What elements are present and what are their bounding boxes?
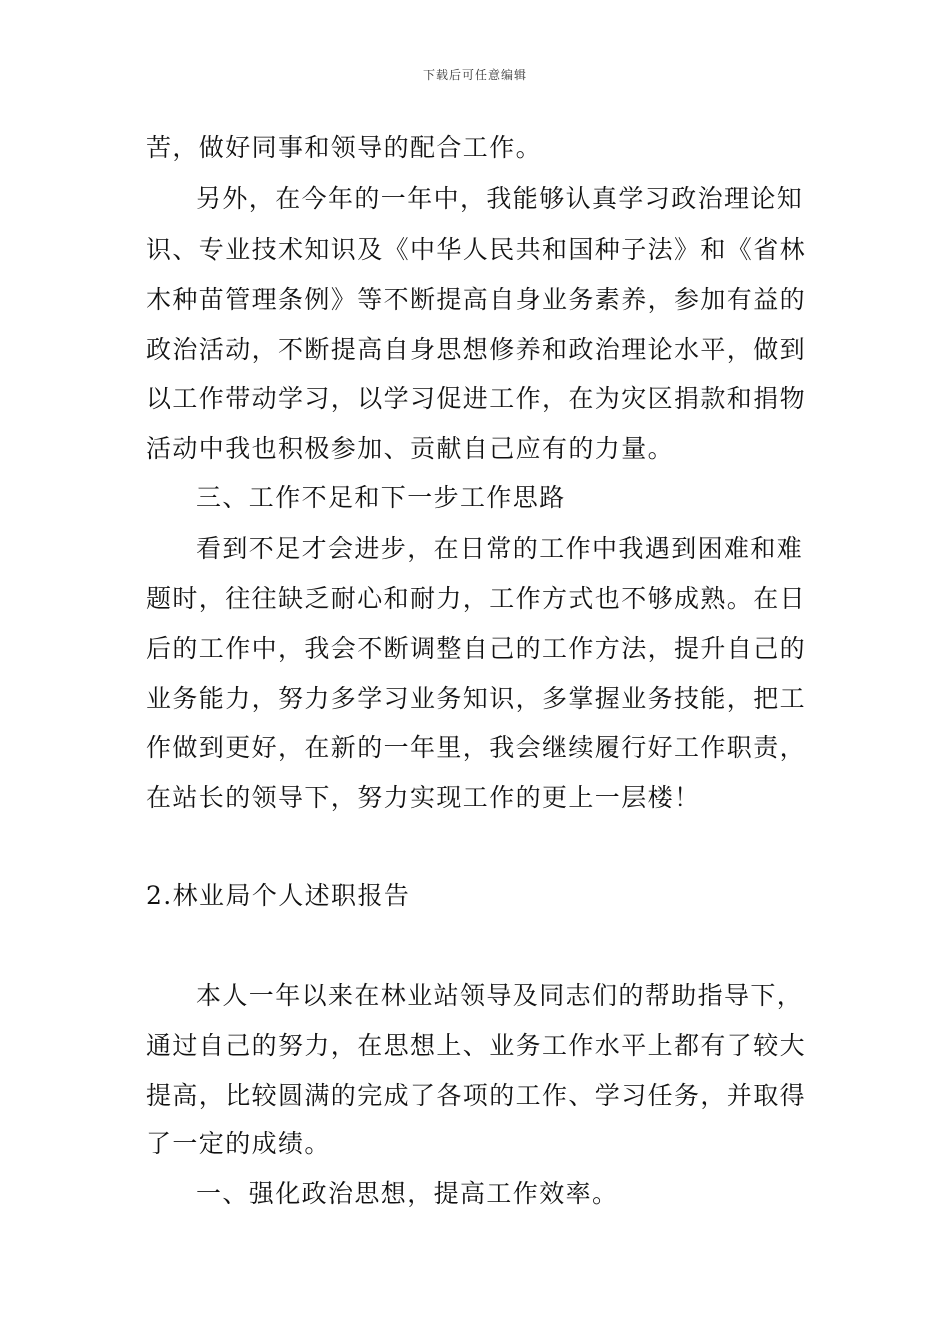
text-line: 另外，在今年的一年中，我能够认真学习政治理论知 [196,184,804,213]
page-header: 下载后可任意编辑 [422,68,527,82]
text-line: 通过自己的努力，在思想上、业务工作水平上都有了较大 [146,1031,807,1060]
text-line: 在站长的领导下，努力实现工作的更上一层楼！ [146,783,701,812]
text-line: 苦，做好同事和领导的配合工作。 [146,133,543,162]
section-heading: 一、强化政治思想，提高工作效率。 [196,1179,619,1208]
text-line: 作做到更好，在新的一年里，我会继续履行好工作职责， [146,733,807,762]
text-line: 提高，比较圆满的完成了各项的工作、学习任务，并取得 [146,1081,807,1110]
text-line: 活动中我也积极参加、贡献自己应有的力量。 [146,434,675,463]
text-line: 以工作带动学习，以学习促进工作，在为灾区捐款和捐物 [146,384,807,413]
text-line: 看到不足才会进步，在日常的工作中我遇到困难和难 [196,534,804,563]
text-line: 了一定的成绩。 [146,1129,331,1158]
text-line: 题时，往往缺乏耐心和耐力，工作方式也不够成熟。在日 [146,584,807,613]
text-line: 政治活动，不断提高自身思想修养和政治理论水平，做到 [146,335,807,364]
text-line: 业务能力，努力多学习业务知识，多掌握业务技能，把工 [146,684,807,713]
document-title: 2.林业局个人述职报告 [146,881,411,910]
text-line: 本人一年以来在林业站领导及同志们的帮助指导下， [196,981,804,1010]
text-line: 后的工作中，我会不断调整自己的工作方法，提升自己的 [146,634,807,663]
text-line: 识、专业技术知识及《中华人民共和国种子法》和《省林 [146,235,807,264]
text-line: 木种苗管理条例》等不断提高自身业务素养，参加有益的 [146,285,807,314]
section-heading: 三、工作不足和下一步工作思路 [196,483,566,512]
